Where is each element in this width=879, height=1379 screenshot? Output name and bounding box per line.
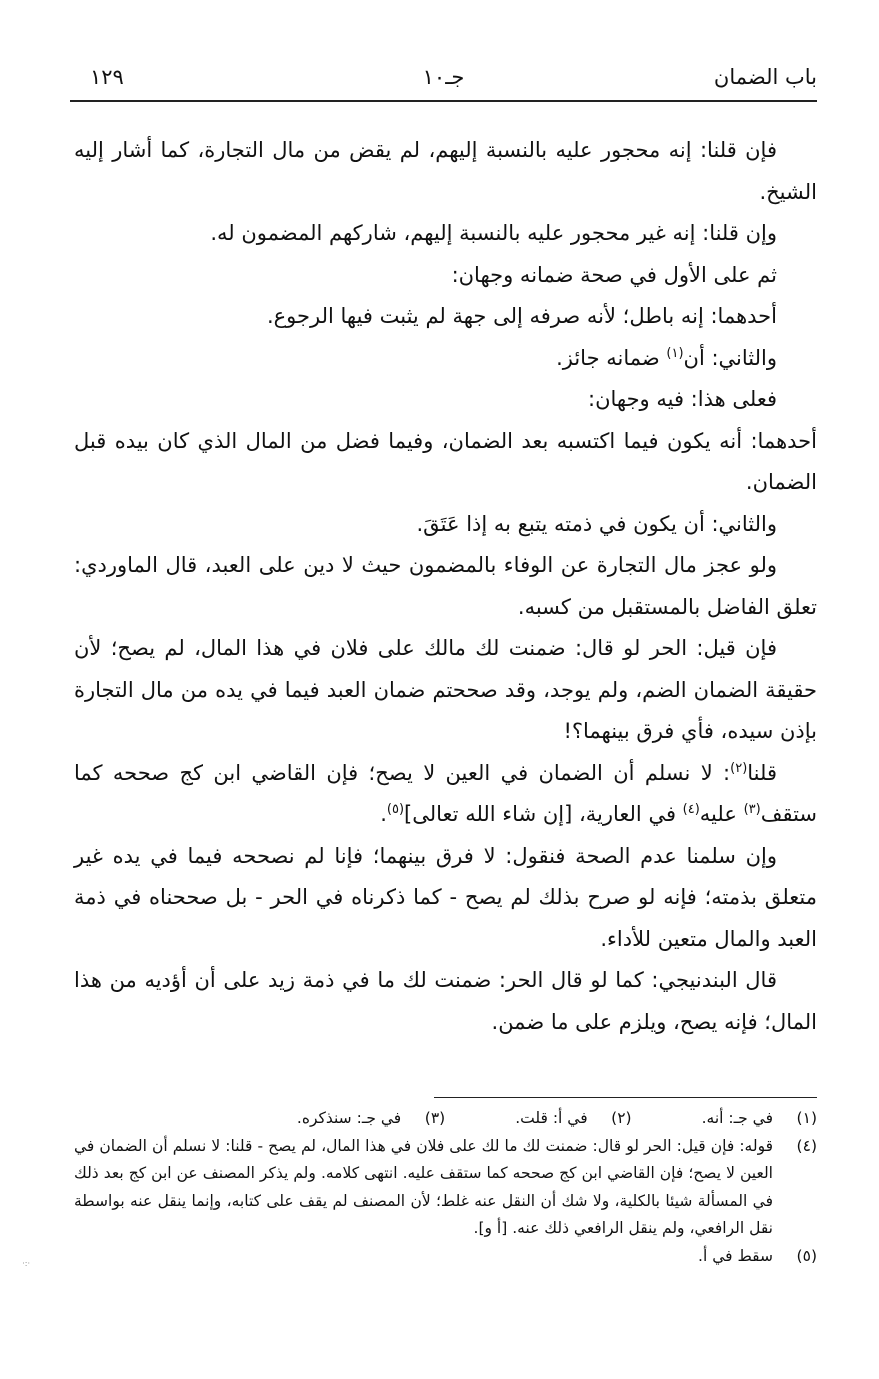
footnote-marker: (٥) (386, 802, 405, 817)
footnote-divider (434, 1097, 817, 1098)
paragraph: فإن قلنا: إنه محجور عليه بالنسبة إليهم، لم يقض من مال التجارة، كما أشار إليه الشيخ. (74, 138, 817, 204)
volume-label: جـ١٠ (422, 65, 465, 89)
footnote-number: (٤) (796, 1136, 817, 1155)
paragraph: أحدهما: أنه يكون فيما اكتسبه بعد الضمان، وفيما فضل من المال الذي كان بيده قبل الضمان. (74, 428, 817, 494)
running-header (70, 60, 817, 94)
paragraph: فعلى هذا: فيه وجهان: (588, 387, 777, 411)
footnote-marker: (١) (666, 345, 684, 361)
footnote-row (74, 1243, 817, 1271)
paragraph: قال البندنيجي: كما لو قال الحر: ضمنت لك ما في ذمة زيد على أن أؤديه من هذا المال؛ فإنه يصح، ويلزم على ما ضمن. (74, 968, 817, 1034)
footnotes (74, 1105, 817, 1270)
paragraph-text: قلنا (747, 760, 777, 785)
footnote-text: في جـ: سنذكره. (296, 1109, 402, 1127)
footnote-text: قوله: فإن قيل: الحر لو قال: ضمنت لك ما لك على فلان في هذا المال، لم يصح - قلنا: لا نسلم أن الضمان في العين لا يصح؛ فإن القاضي ابن كج صححه كما ستقف عليه. انتهى كلامه. ولم يذكر المصنف عن ابن كج بعد ذلك في المسألة شيئا بالكلية، ولا شك أن النقل عنه غلط؛ لأن المصنف لم يقف على كتابه، وإنما ينقل عنه بواسطة نقل الرافعي، ولم ينقل الرافعي ذلك عنه. [أ و]. (74, 1136, 773, 1237)
footnote-number: (١) (796, 1109, 817, 1127)
paragraph-text: : لا نسلم أن الضمان في العين لا يصح؛ فإن القاضي ابن كج صححه كما ستقف (74, 760, 817, 826)
main-text (74, 130, 817, 1043)
paragraph: ولو عجز مال التجارة عن الوفاء بالمضمون حيث لا دين على العبد، قال الماوردي: تعلق الفاضل بالمستقبل من كسبه. (74, 553, 817, 619)
paragraph: وإن قلنا: إنه غير محجور عليه بالنسبة إليهم، شاركهم المضمون له. (210, 221, 777, 245)
paragraph-text: . (380, 802, 387, 826)
footnote-number: (٥) (796, 1246, 817, 1265)
scan-speck: ·:· (22, 1259, 30, 1268)
chapter-title: باب الضمان (713, 65, 817, 89)
footnote-marker: (٢) (730, 760, 748, 776)
paragraph: وإن سلمنا عدم الصحة فنقول: لا فرق بينهما؛ فإنا لم نصححه فيما في يده غير متعلق بذمته؛ فإنه لو صرح بذلك لم يصح - كما ذكرناه في الحر - بل صححناه في ذمة العبد والمال متعين للأداء. (74, 843, 817, 951)
paragraph (74, 338, 817, 380)
footnote-number: (٣) (424, 1109, 446, 1127)
footnote-text: سقط في أ. (698, 1246, 773, 1265)
paragraph (74, 753, 817, 836)
paragraph-text: والثاني: أن (683, 345, 777, 370)
paragraph: ثم على الأول في صحة ضمانه وجهان: (451, 262, 777, 287)
paragraph: أحدهما: إنه باطل؛ لأنه صرفه إلى جهة لم يثبت فيها الرجوع. (266, 304, 777, 328)
page-number: ١٢٩ (90, 65, 124, 89)
paragraph-text: عليه (699, 802, 744, 826)
paragraph: فإن قيل: الحر لو قال: ضمنت لك مالك على فلان في هذا المال، لم يصح؛ لأن حقيقة الضمان الضم، ولم يوجد، وقد صححتم ضمان العبد فيما في يده من مال التجارة بإذن سيده، فأي فرق بينهما؟! (74, 636, 817, 743)
footnote-row (74, 1133, 817, 1243)
paragraph: والثاني: أن يكون في ذمته يتبع به إذا عَتَقَ. (416, 511, 777, 536)
paragraph-text: في العارية، [إن شاء الله تعالى] (404, 802, 683, 826)
footnote-row (74, 1105, 817, 1133)
footnote-marker: (٣) (743, 802, 761, 817)
footnote-text: في أ: قلت. (515, 1109, 588, 1127)
paragraph-text: ضمانه جائز. (556, 345, 667, 370)
footnote-marker: (٤) (682, 802, 700, 817)
footnote-text: في جـ: أنه. (701, 1109, 773, 1127)
footnote-number: (٢) (611, 1109, 632, 1127)
header-divider (70, 100, 817, 102)
